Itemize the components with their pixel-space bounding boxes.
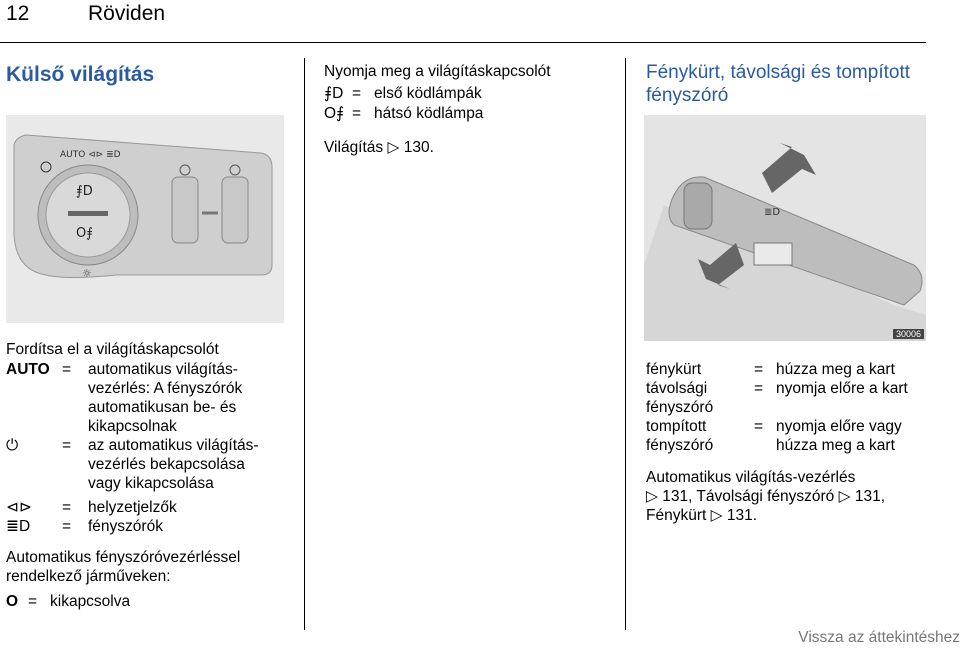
- svg-text:☼: ☼: [82, 267, 92, 280]
- chapter-title: Röviden: [88, 2, 166, 25]
- def-line: helyzetjelzők: [88, 499, 177, 516]
- auto-symbol: AUTO: [6, 361, 50, 378]
- eq-sign: =: [754, 418, 764, 435]
- svg-text:⨎D: ⨎D: [76, 184, 93, 199]
- power-icon: ⏻: [6, 437, 19, 454]
- crossref-link[interactable]: 131.: [726, 507, 758, 524]
- page-ref-arrow-icon: ▷: [838, 488, 851, 505]
- desc: nyomja előre vagy: [776, 418, 902, 435]
- back-to-overview-link[interactable]: Vissza az áttekintéshez: [798, 629, 960, 646]
- column-divider-2: [625, 58, 626, 630]
- column-divider-1: [304, 58, 305, 630]
- rear-fog-icon: O⨎: [324, 105, 345, 122]
- position-light-icon: ⊲⊳: [6, 499, 32, 516]
- eq-sign: =: [62, 499, 72, 516]
- def-high-beam: [646, 379, 926, 417]
- reference-page: 130.: [403, 139, 434, 156]
- lighting-reference[interactable]: [324, 138, 434, 157]
- svg-text:AUTO ⊲⊳ ≣D: AUTO ⊲⊳ ≣D: [60, 150, 121, 160]
- term: fényszóró: [646, 399, 714, 416]
- lever-figure: [644, 115, 926, 341]
- page-ref-arrow-icon: ▷: [387, 139, 400, 156]
- term: távolsági: [646, 380, 708, 397]
- eq-sign: =: [754, 380, 764, 397]
- def-line: vezérlés: A fényszórók: [88, 380, 243, 397]
- header-rule: [0, 42, 926, 43]
- def-low-beam: [646, 417, 926, 455]
- eq-sign: =: [352, 105, 362, 122]
- light-switch-figure: [6, 115, 284, 323]
- term: fénykürt: [646, 361, 702, 378]
- auto-note-line: Automatikus fényszóróvezérléssel: [6, 549, 241, 566]
- page-ref-arrow-icon: ▷: [710, 507, 723, 524]
- eq-sign: =: [352, 85, 362, 102]
- headlight-icon: ≣D: [6, 518, 31, 535]
- press-instruction: Nyomja meg a világításkapcsolót: [324, 63, 551, 80]
- auto-note-line: rendelkező járműveken:: [6, 568, 171, 585]
- rear-fog-text: hátsó ködlámpa: [374, 105, 484, 122]
- desc: húzza meg a kart: [776, 437, 895, 454]
- term: tompított: [646, 418, 707, 435]
- def-line: kikapcsolnak: [88, 418, 177, 435]
- cross-reference: [646, 468, 924, 525]
- eq-sign: =: [754, 361, 764, 378]
- crossref-line[interactable]: [646, 487, 924, 506]
- eq-sign: =: [28, 593, 38, 610]
- crossref-link[interactable]: 131,: [854, 488, 885, 505]
- lever-illustration: [644, 115, 926, 341]
- off-symbol: O: [6, 593, 19, 610]
- section-title: Külső világítás: [6, 63, 155, 86]
- def-flash: [646, 360, 926, 379]
- def-line: vagy kikapcsolása: [88, 475, 214, 492]
- crossref-line[interactable]: [646, 506, 924, 525]
- switch-instruction: Fordítsa el a világításkapcsolót: [6, 341, 219, 358]
- right-section-title: [646, 61, 910, 107]
- page-ref-arrow-icon: ▷: [646, 488, 658, 505]
- reference-label: Világítás: [324, 139, 384, 156]
- eq-sign: =: [62, 361, 72, 378]
- off-text: kikapcsolva: [50, 593, 131, 610]
- desc: húzza meg a kart: [776, 361, 895, 378]
- eq-sign: =: [62, 437, 72, 454]
- def-line: fényszórók: [88, 518, 163, 535]
- lever-definitions: [646, 360, 926, 455]
- eq-sign: =: [62, 518, 72, 535]
- front-fog-text: első ködlámpák: [374, 85, 482, 102]
- desc: nyomja előre a kart: [776, 380, 908, 397]
- figure-tag: 30006: [893, 329, 924, 339]
- crossref-link[interactable]: 131, Távolsági fényszóró: [662, 488, 835, 505]
- front-fog-icon: ⨎D: [324, 85, 344, 102]
- def-line: vezérlés bekapcsolása: [88, 456, 245, 473]
- light-switch-illustration: [6, 115, 284, 323]
- term: fényszóró: [646, 437, 714, 454]
- right-title-line: Fénykürt, távolsági és tompított: [646, 62, 911, 83]
- page-number: 12: [6, 2, 30, 25]
- auto-note: [6, 548, 240, 586]
- crossref-line: Automatikus világítás-vezérlés: [646, 469, 856, 486]
- def-line: automatikus világítás-: [88, 361, 238, 378]
- def-line: az automatikus világítás-: [88, 437, 259, 454]
- svg-text:≣D: ≣D: [764, 207, 781, 218]
- right-title-line: fényszóró: [646, 85, 729, 106]
- def-line: automatikusan be- és: [88, 399, 237, 416]
- crossref-label: Fénykürt: [646, 507, 707, 524]
- svg-text:O⨎: O⨎: [76, 226, 94, 241]
